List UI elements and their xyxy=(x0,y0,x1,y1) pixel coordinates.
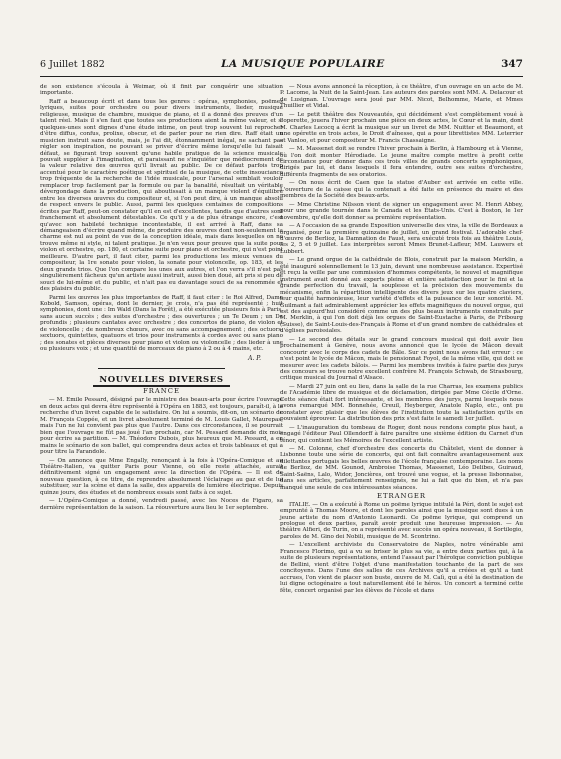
foreign-news-item: ITALIE. — On a exécuté à Rome un poëme lyrique intitulé la Péri, dont le sujet est emprunté à Thomas Moore, et dont les paroles ainsi que la musique sont dues à un jeune artiste du nom d'Antonio Leonardi. Ce poëme lyrique, qui comprend un prologue et deux parties, paraît avoir produit une heureuse impression. — Au théâtre Alfieri, de Turin, on a représenté avec succès un opéra nouveau, il Sortilegio, paroles de M. Gino dei Nobili, musique de M. Scontrino. xyxy=(280,501,523,540)
section-divider xyxy=(98,368,225,369)
article-paragraph: Raff a beaucoup écrit et dans tous les genres : opéras, symphonies, poëmes lyriques, suites pour orchestre ou pour divers instruments, lieder, musique religieuse, musique de chambre, musique de piano, et il a donné des preuves d'un talent réel. Mais il s'en faut que toutes ses productions aient la même valeur, et si quelques-unes sont dignes d'une étude intime, on peut trop souvent lui reprocher d'être diffus, confus, prolixe, obscur, et de parler pour ne rien dire. Raff était un musicien instruit sans doute, mais, je l'ai dit, étonnamment inégal, ne sachant pas régler son inspiration, ne pouvant se priver d'écrire même lorsqu'elle lui faisait défaut, se figurant trop souvent qu'une habile pratique de la science musicale pouvait suppléer à l'imagination, et paraissant ne s'inquiéter que médiocrement de la valeur relative des œuvres qu'il livrait au public. De ce défaut parfois trop accentué pour le caractère poétique et spirituel de la musique, de cette insouciance trop fréquente de la recherche de l'idée musicale, pour l'arsenal semblait vouloir remplacer trop facilement par la formule ou par la banalité, résultait un véritable dévergondage dans la production, qui aboutissait à un manque violent d'équilibre entre les diverses œuvres du compositeur et, si l'on peut dire, à un manque absolu de respect envers le public. Aussi, parmi les quelques centaines de compositions écrites par Raff, peut-on constater qu'il en est d'excellentes, tandis que d'autres sont franchement et absolument détestables. Ce qu'il y a de plus étrange encore, c'est qu'avec son habileté technique incontestable, il est arrivé à Raff, dans sa démangeaison d'écrire quand même, de produire des œuvres dont non-seulement la charme est nul au point de vue de la conception idéale, mais dans lesquelles on ne trouve même ni style, ni talent pratique. Je n'en veux pour preuve que la suite pour violon et orchestre, op. 180, et certaine suite pour piano et orchestre, qui n'est point meilleure. D'autre part, il faut citer, parmi les productions les mieux venues du compositeur, la 1re sonate pour violon, la sonate pour violoncelle, op. 183, et les deux grands trios. Que l'on compare les unes aux autres, et l'on verra s'il n'est pas singulièrement fâcheux qu'un artiste aussi instruit, aussi bien doué, ait pris si peu de souci de lui-même et du public, et n'ait pas eu davantage souci de sa renommée et des plaisirs du public. xyxy=(40,98,283,293)
author-signature: A. P. xyxy=(248,354,261,362)
news-item: — On annonce que Mme Engally, renonçant à la fois à l'Opéra-Comique et au Théâtre-Italien, va quitter Paris pour Vienne, où elle reste attachée, aurait définitivement signé un engagement avec la direction de l'Opéra. — Il est de nouveau question, à ce titre, de reprendre absolument l'éclairage au gaz et de lui substituer, sur la scène et dans la salle, des appareils de lumière électrique. Depuis quinze jours, des études et de nombreux essais sont faits à ce sujet. xyxy=(40,457,283,496)
news-item: — M. Emile Pessard, désigné par le ministre des beaux-arts pour écrire l'ouvrage en deux actes qui devra être représenté à l'Opéra en 1883, est toujours, paraît-il, à la recherche d'un livret capable de le satisfaire. On lui a soumis, dit-on, un scénario de M. François Coppée, et un livret absolument terminé de M. Louis Gallet, Maurepas, mais l'un ne lui convient pas plus que l'autre. Dans ces circonstances, il se pourrait bien que l'ouvrage ne fût pas joué l'an prochain, car M. Pessard demande dix mois pour écrire sa partition. — M. Théodore Dubois, plus heureux que M. Pessard, a en mains le scénario de son ballet, qui comprendra deux actes et trois tableaux et qui a pour titre la Farandole. xyxy=(40,397,284,456)
left-column xyxy=(40,84,283,513)
news-item: — Nous avons annoncé la réception, à ce théâtre, d'un ouvrage en un acte de M. P. Lacome, la Nuit de la Saint-Jean. Les auteurs des paroles sont MM. A. Delacour et de Lusignan. L'ouvrage sera joué par MM. Nicot, Belhomme, Marie, et Mmes Thuillier et Vidal. xyxy=(280,84,523,110)
news-item: — M. Colonne, chef d'orchestre des concerts du Châtelet, vient de donner à Lisbonne toute une série de concerts, qui ont fait connaître avantageusement aux dilettantes portugais les belles œuvres de l'école française contemporaine. Les noms de Berlioz, de MM. Gounod, Ambroise Thomas, Massenet, Léo Delibes, Guiraud, Saint-Saëns, Lalo, Widor, Joncières, ont trouvé une vogue, et la presse lisbonnaise, dans ses articles, parfaitement renseignés, ne lui a fait que du bien, et n'a pas manqué une seule de ces intéressantes séances. xyxy=(280,446,523,491)
page-header xyxy=(40,58,523,77)
news-item: — Mardi 27 juin ont eu lieu, dans la salle de la rue Charras, les examens publics de l'Académie libre de musique et de déclamation, dirigée par Mme Cécile d'Orne. Cette séance était fort intéressante, et les membres des jurys, parmi lesquels nous avons remarqué MM. Bonnehée, Creuil, Heyberger, Anatole Naplo, etc., ont pu constater avec plaisir que les élèves de l'institution toute la satisfaction qu'ils en pouvaient éprouver. La distribution des prix s'est faite le samedi 1er juillet. xyxy=(280,383,523,423)
news-item: — Le petit théâtre des Nouveautés, qui décidément s'est complètement voué à l'operette, jouera l'hiver prochain une pièce en deux actes, le Cœur et la main, dont M. Charles Lecocq a écrit la musique sur un livret de MM. Nuitter et Beaumont, et une opérette en trois actes, le Droit d'aînesse, qui a pour librettistes MM. Leterrier et Vanloo, et pour compositeur M. Francis Chassaigne. xyxy=(280,111,523,144)
news-item: — Le second des détails sur le grand concours musical qui doit avoir lieu prochainement à Genève, nous avons annoncé que le lycée de Mâcon devait concourir avec le corps des cadets de Bâle. Sur ce point nous avons fait erreur : ce n'est point le lycée de Mâcon, mais le pensionnat Foyol, de la même ville, qui doit se mesurer avec les cadets bâlois. — Parmi les membres invités à faire partie des jurys des concours se trouve notre excellent confrère M. François Schwab, de Strasbourg, critique musical du Journal d'Alsace. xyxy=(280,336,523,382)
issue-date: 6 Juillet 1882 xyxy=(40,59,105,70)
news-item: — Le grand orgue de la cathédrale de Blois, construit par la maison Merklin, a été inauguré solennellement le 13 juin, devant une nombreuse assistance. Expertisé et reçu la veille par une commission d'hommes compétents, le nouvel et magnifique instrument avait donné aux experts pleine et entière satisfaction pour le fini et la grande perfection du travail, la souplesse et la précision des mouvements du mécanisme, enfin la répartition intelligente des divers jeux sur les quatre claviers, leur qualité harmonieuse, leur variété d'effets et la puissance de leur sonorité. M. Guilmant a fait admirablement apprécier les effets magnifiques du nouvel orgue, qui est des aujourd'hui considéré comme un des plus beaux instruments construits par M. Merklin, à qui l'on doit déjà les orgues de Saint-Eustache à Paris, de Fribourg (Suisse), de Saint-Louis-des-Français à Rome et d'un grand nombre de cathédrales et d'églises paroissiales. xyxy=(280,257,523,335)
subhead-etranger: ETRANGER xyxy=(377,492,426,501)
news-item: — M. Massenet doit se rendre l'hiver prochain à Berlin, à Hambourg et à Vienne, où l'on doit monter Hérodiade. Le jeune maître compte mettre à profit cette circonstance pour donner dans ces trois villes de grands concerts symphoniques, dirigés par lui, et dans lesquels il fera entendre, outre ses suites d'orchestre, différents fragments de ses oratorios. xyxy=(280,146,523,178)
news-item: — A l'occasion de sa grande Exposition universelle des vins, la ville de Bordeaux a organisé, pour la première quinzaine de juillet, un grand festival. L'adorable chef-d'œuvre de Berlioz, la Damnation de Faust, sera exécuté trois fois au théâtre Louis, les 2, 5 et 9 juillet. Les interprètes seront Mmes Brunet-Lafleur, MM. Lauwers et Lubbert. xyxy=(280,223,523,255)
right-column xyxy=(280,84,523,596)
page-number: 347 xyxy=(501,58,523,70)
article-paragraph: Parmi les œuvres les plus importantes de Raff, il faut citer : le Roi Alfred, Dame Kobold, Samson, opéras, dont le dernier, je crois, n'a pas été représenté ; huit symphonies, dont une : Im Wald (Dans la Forêt), a été exécutée plusieurs fois à Paris, sans aucun succès ; des suites d'orchestre ; des ouvertures ; un Te Deum ; un De profundis ; plusieurs cantates avec orchestre ; des concertos de piano, de violon et de violoncelle ; de nombreux chœurs, avec ou sans accompagnement ; des octuors, sextuors, quintettes, quatuors et trios pour instruments à cordes avec ou sans piano ; des sonates et pièces diverses pour piano et violon ou violoncelle ; des lieder à une ou plusieurs voix ; et une quantité de morceaux de piano à 2 ou à 4 mains, etc. xyxy=(40,294,283,353)
news-item: — L'inauguration du tombeau de Roger, dont nous rendons compte plus haut, a engagé l'éditeur Paul Ollendorff à faire paraître une sixième édition du Carnet d'un ténor, qui contient les Mémoires de l'excellent artiste. xyxy=(280,424,523,444)
publication-title: LA MUSIQUE POPULAIRE xyxy=(221,58,385,70)
foreign-news-item: — L'excellent archiviste du Conservatoire de Naples, notre vénérable ami Francesco Florimo, qui a vu se briser le plus sa vie, a entre deux parties qui, à la suite de plusieurs représentations, entend l'assaut par l'héroïque conviction publique de Bellini, vient d'être l'objet d'une manifestation touchante de la part de ses concitoyens. Dans l'une des salles de ces Archives qu'il a créées et qu'il a tant accrues, l'on vient de placer son buste, œuvre de M. Calì, qui a été la destination de lui digne octogénaire a tout naturellement été le héros. Un concert a terminé cette fête, concert organisé par les élèves de l'école et dans xyxy=(280,542,523,594)
section-title xyxy=(40,375,283,385)
news-item: — Mme Christine Nilsson vient de signer un engagement avec M. Henri Abbey, pour une grande tournée dans le Canada et les États-Unis. C'est à Boston, le 1er novembre, qu'elle doit donner sa première représentation. xyxy=(280,201,523,221)
news-item: — L'Opéra-Comique a donné, vendredi passé, avec les Noces de Figaro, sa dernière représentation de la saison. La réouverture aura lieu le 1er septembre. xyxy=(40,498,283,511)
section-title-text: NOUVELLES DIVERSES xyxy=(93,375,229,387)
news-item: — On nous écrit de Caen que la statue d'Auber est arrivée en cette ville. L'ouverture de la caisse qui la contenait a été faite en présence du maire et des membres de la Société des beaux-arts. xyxy=(280,180,523,200)
subhead-france: FRANCE xyxy=(143,387,180,396)
article-paragraph: de son existence s'écoula à Weimar, où il finit par conquérir une situation importante. xyxy=(40,84,283,97)
